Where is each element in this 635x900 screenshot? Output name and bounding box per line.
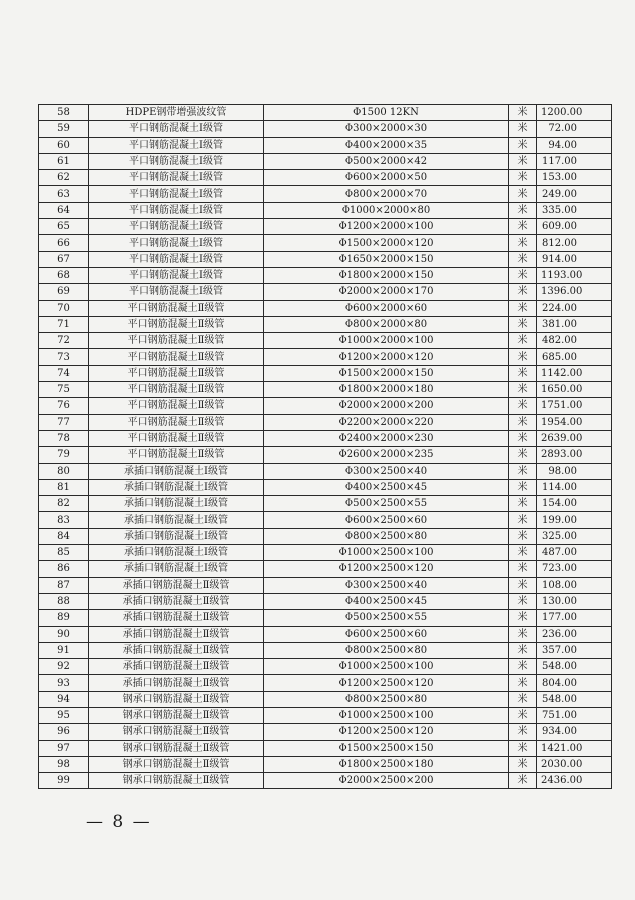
table-row	[39, 496, 612, 512]
table-row	[39, 105, 612, 121]
unit-price: 1193.00	[537, 267, 612, 283]
product-name: 承插口钢筋混凝土Ⅱ级管	[89, 626, 264, 642]
table-row	[39, 545, 612, 561]
table-row	[39, 642, 612, 658]
unit: 米	[509, 267, 537, 283]
row-number: 73	[39, 349, 89, 365]
product-name: HDPE钢带增强波纹管	[89, 105, 264, 121]
unit: 米	[509, 593, 537, 609]
product-name: 平口钢筋混凝土Ⅰ级管	[89, 202, 264, 218]
product-name: 钢承口钢筋混凝土Ⅱ级管	[89, 707, 264, 723]
product-spec: Φ1200×2500×120	[264, 724, 509, 740]
row-number: 80	[39, 463, 89, 479]
table-row	[39, 267, 612, 283]
table-row	[39, 528, 612, 544]
table-row	[39, 284, 612, 300]
table-row	[39, 724, 612, 740]
unit-price: 94.00	[537, 137, 612, 153]
unit-price: 154.00	[537, 496, 612, 512]
unit-price: 751.00	[537, 707, 612, 723]
product-name: 承插口钢筋混凝土Ⅰ级管	[89, 561, 264, 577]
unit: 米	[509, 447, 537, 463]
table-row	[39, 398, 612, 414]
unit-price: 723.00	[537, 561, 612, 577]
row-number: 74	[39, 365, 89, 381]
row-number: 79	[39, 447, 89, 463]
unit: 米	[509, 642, 537, 658]
unit-price: 1396.00	[537, 284, 612, 300]
row-number: 66	[39, 235, 89, 251]
table-row	[39, 170, 612, 186]
unit: 米	[509, 756, 537, 772]
product-spec: Φ600×2500×60	[264, 512, 509, 528]
product-spec: Φ1200×2500×120	[264, 561, 509, 577]
product-spec: Φ1000×2500×100	[264, 545, 509, 561]
table-row	[39, 707, 612, 723]
product-spec: Φ2600×2000×235	[264, 447, 509, 463]
unit: 米	[509, 284, 537, 300]
product-name: 钢承口钢筋混凝土Ⅱ级管	[89, 773, 264, 789]
unit: 米	[509, 463, 537, 479]
unit-price: 1142.00	[537, 365, 612, 381]
table-row	[39, 577, 612, 593]
unit-price: 130.00	[537, 593, 612, 609]
unit: 米	[509, 577, 537, 593]
product-name: 平口钢筋混凝土Ⅱ级管	[89, 414, 264, 430]
table-row	[39, 512, 612, 528]
product-name: 承插口钢筋混凝土Ⅰ级管	[89, 512, 264, 528]
unit-price: 812.00	[537, 235, 612, 251]
unit-price: 199.00	[537, 512, 612, 528]
product-name: 平口钢筋混凝土Ⅱ级管	[89, 365, 264, 381]
row-number: 67	[39, 251, 89, 267]
table-row	[39, 626, 612, 642]
unit-price: 98.00	[537, 463, 612, 479]
product-spec: Φ1650×2000×150	[264, 251, 509, 267]
product-name: 承插口钢筋混凝土Ⅱ级管	[89, 659, 264, 675]
unit: 米	[509, 300, 537, 316]
row-number: 65	[39, 219, 89, 235]
product-spec: Φ600×2000×50	[264, 170, 509, 186]
row-number: 72	[39, 333, 89, 349]
product-name: 平口钢筋混凝土Ⅰ级管	[89, 153, 264, 169]
unit-price: 2436.00	[537, 773, 612, 789]
unit: 米	[509, 659, 537, 675]
page-number: — 8 —	[86, 812, 152, 832]
table-row	[39, 430, 612, 446]
table-row	[39, 121, 612, 137]
table-row	[39, 756, 612, 772]
row-number: 59	[39, 121, 89, 137]
unit-price: 357.00	[537, 642, 612, 658]
unit-price: 249.00	[537, 186, 612, 202]
table-row	[39, 561, 612, 577]
price-table	[38, 104, 612, 789]
row-number: 70	[39, 300, 89, 316]
row-number: 71	[39, 316, 89, 332]
unit-price: 548.00	[537, 691, 612, 707]
row-number: 94	[39, 691, 89, 707]
row-number: 75	[39, 382, 89, 398]
unit-price: 177.00	[537, 610, 612, 626]
unit: 米	[509, 740, 537, 756]
unit-price: 1751.00	[537, 398, 612, 414]
unit: 米	[509, 235, 537, 251]
product-name: 承插口钢筋混凝土Ⅰ级管	[89, 463, 264, 479]
product-spec: Φ1500 12KN	[264, 105, 509, 121]
table-row	[39, 479, 612, 495]
unit: 米	[509, 414, 537, 430]
unit: 米	[509, 121, 537, 137]
product-name: 承插口钢筋混凝土Ⅱ级管	[89, 675, 264, 691]
row-number: 99	[39, 773, 89, 789]
row-number: 89	[39, 610, 89, 626]
unit-price: 1650.00	[537, 382, 612, 398]
product-name: 平口钢筋混凝土Ⅰ级管	[89, 186, 264, 202]
product-spec: Φ600×2500×60	[264, 626, 509, 642]
unit-price: 153.00	[537, 170, 612, 186]
unit-price: 114.00	[537, 479, 612, 495]
unit: 米	[509, 170, 537, 186]
product-name: 平口钢筋混凝土Ⅱ级管	[89, 300, 264, 316]
table-row	[39, 414, 612, 430]
unit: 米	[509, 137, 537, 153]
unit: 米	[509, 382, 537, 398]
product-spec: Φ1800×2500×180	[264, 756, 509, 772]
table-row	[39, 675, 612, 691]
row-number: 90	[39, 626, 89, 642]
row-number: 87	[39, 577, 89, 593]
product-name: 平口钢筋混凝土Ⅱ级管	[89, 316, 264, 332]
product-spec: Φ800×2000×70	[264, 186, 509, 202]
product-spec: Φ1500×2000×120	[264, 235, 509, 251]
unit: 米	[509, 333, 537, 349]
row-number: 83	[39, 512, 89, 528]
table-row	[39, 349, 612, 365]
unit-price: 1954.00	[537, 414, 612, 430]
table-row	[39, 186, 612, 202]
unit: 米	[509, 626, 537, 642]
product-spec: Φ2400×2000×230	[264, 430, 509, 446]
product-spec: Φ800×2500×80	[264, 528, 509, 544]
unit-price: 2893.00	[537, 447, 612, 463]
table-row	[39, 333, 612, 349]
product-spec: Φ1500×2000×150	[264, 365, 509, 381]
product-spec: Φ300×2500×40	[264, 577, 509, 593]
product-name: 平口钢筋混凝土Ⅱ级管	[89, 349, 264, 365]
product-spec: Φ400×2500×45	[264, 593, 509, 609]
unit-price: 1200.00	[537, 105, 612, 121]
unit: 米	[509, 316, 537, 332]
row-number: 86	[39, 561, 89, 577]
unit: 米	[509, 219, 537, 235]
product-name: 承插口钢筋混凝土Ⅰ级管	[89, 479, 264, 495]
table-row	[39, 316, 612, 332]
unit-price: 487.00	[537, 545, 612, 561]
unit-price: 609.00	[537, 219, 612, 235]
product-name: 承插口钢筋混凝土Ⅰ级管	[89, 496, 264, 512]
product-spec: Φ400×2000×35	[264, 137, 509, 153]
unit-price: 482.00	[537, 333, 612, 349]
product-spec: Φ1200×2000×120	[264, 349, 509, 365]
unit: 米	[509, 153, 537, 169]
table-row	[39, 235, 612, 251]
unit: 米	[509, 773, 537, 789]
row-number: 84	[39, 528, 89, 544]
unit: 米	[509, 186, 537, 202]
product-name: 平口钢筋混凝土Ⅱ级管	[89, 430, 264, 446]
unit-price: 108.00	[537, 577, 612, 593]
unit-price: 335.00	[537, 202, 612, 218]
product-name: 平口钢筋混凝土Ⅰ级管	[89, 235, 264, 251]
product-spec: Φ1200×2000×100	[264, 219, 509, 235]
product-name: 钢承口钢筋混凝土Ⅱ级管	[89, 756, 264, 772]
row-number: 64	[39, 202, 89, 218]
unit: 米	[509, 365, 537, 381]
product-spec: Φ300×2000×30	[264, 121, 509, 137]
unit-price: 2030.00	[537, 756, 612, 772]
unit-price: 325.00	[537, 528, 612, 544]
table-row	[39, 153, 612, 169]
row-number: 61	[39, 153, 89, 169]
row-number: 93	[39, 675, 89, 691]
product-spec: Φ500×2500×55	[264, 496, 509, 512]
unit: 米	[509, 545, 537, 561]
product-name: 平口钢筋混凝土Ⅰ级管	[89, 284, 264, 300]
unit-price: 914.00	[537, 251, 612, 267]
product-spec: Φ2000×2500×200	[264, 773, 509, 789]
product-name: 平口钢筋混凝土Ⅰ级管	[89, 170, 264, 186]
unit: 米	[509, 105, 537, 121]
unit-price: 685.00	[537, 349, 612, 365]
row-number: 98	[39, 756, 89, 772]
product-name: 平口钢筋混凝土Ⅱ级管	[89, 333, 264, 349]
unit-price: 548.00	[537, 659, 612, 675]
unit: 米	[509, 561, 537, 577]
row-number: 76	[39, 398, 89, 414]
row-number: 69	[39, 284, 89, 300]
product-spec: Φ1200×2500×120	[264, 675, 509, 691]
product-spec: Φ2000×2000×200	[264, 398, 509, 414]
product-name: 承插口钢筋混凝土Ⅱ级管	[89, 610, 264, 626]
product-name: 钢承口钢筋混凝土Ⅱ级管	[89, 691, 264, 707]
product-spec: Φ1800×2000×150	[264, 267, 509, 283]
unit: 米	[509, 496, 537, 512]
unit-price: 804.00	[537, 675, 612, 691]
product-name: 承插口钢筋混凝土Ⅰ级管	[89, 545, 264, 561]
unit-price: 236.00	[537, 626, 612, 642]
unit: 米	[509, 675, 537, 691]
price-table-body	[39, 105, 612, 789]
product-name: 平口钢筋混凝土Ⅰ级管	[89, 267, 264, 283]
row-number: 78	[39, 430, 89, 446]
product-spec: Φ2000×2000×170	[264, 284, 509, 300]
row-number: 77	[39, 414, 89, 430]
product-spec: Φ500×2000×42	[264, 153, 509, 169]
product-spec: Φ1000×2500×100	[264, 659, 509, 675]
product-spec: Φ800×2500×80	[264, 691, 509, 707]
row-number: 60	[39, 137, 89, 153]
product-name: 承插口钢筋混凝土Ⅱ级管	[89, 642, 264, 658]
table-row	[39, 593, 612, 609]
row-number: 62	[39, 170, 89, 186]
row-number: 92	[39, 659, 89, 675]
product-name: 承插口钢筋混凝土Ⅰ级管	[89, 528, 264, 544]
product-name: 钢承口钢筋混凝土Ⅱ级管	[89, 740, 264, 756]
row-number: 82	[39, 496, 89, 512]
product-name: 平口钢筋混凝土Ⅱ级管	[89, 447, 264, 463]
product-spec: Φ1000×2500×100	[264, 707, 509, 723]
unit-price: 72.00	[537, 121, 612, 137]
table-row	[39, 463, 612, 479]
row-number: 68	[39, 267, 89, 283]
unit: 米	[509, 707, 537, 723]
table-row	[39, 365, 612, 381]
product-spec: Φ800×2000×80	[264, 316, 509, 332]
unit-price: 381.00	[537, 316, 612, 332]
product-spec: Φ2200×2000×220	[264, 414, 509, 430]
unit: 米	[509, 202, 537, 218]
table-row	[39, 610, 612, 626]
table-row	[39, 202, 612, 218]
product-spec: Φ400×2500×45	[264, 479, 509, 495]
unit: 米	[509, 691, 537, 707]
table-row	[39, 691, 612, 707]
product-spec: Φ600×2000×60	[264, 300, 509, 316]
unit: 米	[509, 610, 537, 626]
product-spec: Φ1800×2000×180	[264, 382, 509, 398]
table-row	[39, 740, 612, 756]
product-spec: Φ500×2500×55	[264, 610, 509, 626]
unit: 米	[509, 724, 537, 740]
product-spec: Φ300×2500×40	[264, 463, 509, 479]
table-row	[39, 659, 612, 675]
product-name: 平口钢筋混凝土Ⅱ级管	[89, 398, 264, 414]
product-spec: Φ800×2500×80	[264, 642, 509, 658]
unit: 米	[509, 251, 537, 267]
unit: 米	[509, 398, 537, 414]
product-name: 承插口钢筋混凝土Ⅱ级管	[89, 593, 264, 609]
row-number: 96	[39, 724, 89, 740]
row-number: 97	[39, 740, 89, 756]
unit-price: 1421.00	[537, 740, 612, 756]
unit: 米	[509, 430, 537, 446]
table-row	[39, 447, 612, 463]
unit: 米	[509, 479, 537, 495]
product-spec: Φ1000×2000×80	[264, 202, 509, 218]
row-number: 95	[39, 707, 89, 723]
unit-price: 224.00	[537, 300, 612, 316]
table-row	[39, 773, 612, 789]
unit: 米	[509, 528, 537, 544]
row-number: 85	[39, 545, 89, 561]
table-row	[39, 382, 612, 398]
product-name: 承插口钢筋混凝土Ⅱ级管	[89, 577, 264, 593]
table-row	[39, 137, 612, 153]
product-spec: Φ1000×2000×100	[264, 333, 509, 349]
product-name: 平口钢筋混凝土Ⅰ级管	[89, 137, 264, 153]
row-number: 88	[39, 593, 89, 609]
product-name: 平口钢筋混凝土Ⅰ级管	[89, 251, 264, 267]
unit: 米	[509, 512, 537, 528]
product-name: 平口钢筋混凝土Ⅱ级管	[89, 382, 264, 398]
row-number: 81	[39, 479, 89, 495]
row-number: 91	[39, 642, 89, 658]
table-row	[39, 251, 612, 267]
table-row	[39, 219, 612, 235]
product-spec: Φ1500×2500×150	[264, 740, 509, 756]
product-name: 钢承口钢筋混凝土Ⅱ级管	[89, 724, 264, 740]
row-number: 58	[39, 105, 89, 121]
unit-price: 2639.00	[537, 430, 612, 446]
unit: 米	[509, 349, 537, 365]
unit-price: 117.00	[537, 153, 612, 169]
unit-price: 934.00	[537, 724, 612, 740]
product-name: 平口钢筋混凝土Ⅰ级管	[89, 219, 264, 235]
row-number: 63	[39, 186, 89, 202]
product-name: 平口钢筋混凝土Ⅰ级管	[89, 121, 264, 137]
table-row	[39, 300, 612, 316]
